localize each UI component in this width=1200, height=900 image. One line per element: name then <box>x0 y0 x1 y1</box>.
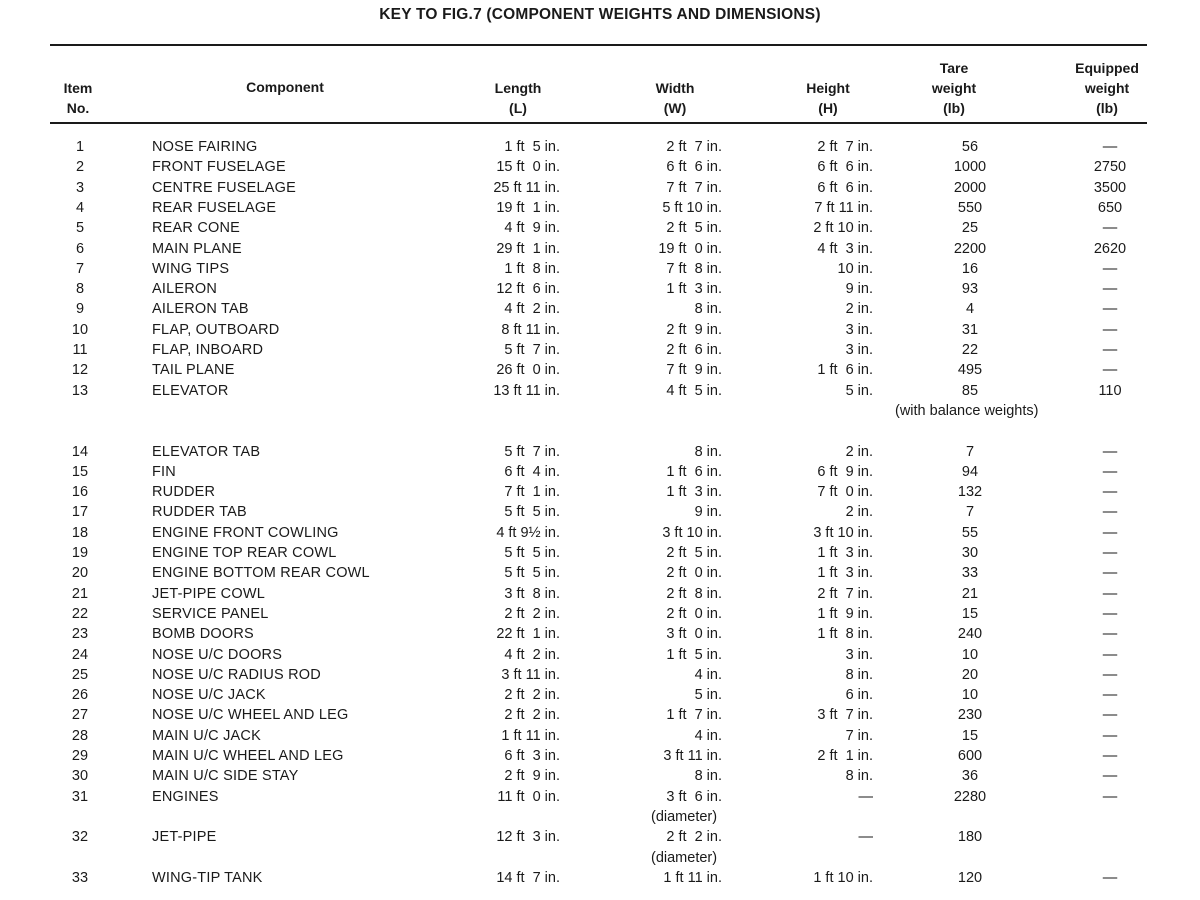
length-value: 5 ft 7 in. <box>504 342 560 358</box>
item-no: 2 <box>75 159 85 176</box>
header-tare-line-2: weight <box>931 80 977 96</box>
component-name: BOMB DOORS <box>152 626 254 643</box>
item-no: 7 <box>75 260 85 277</box>
width-value: 7 ft 8 in. <box>666 260 722 277</box>
table-row <box>0 726 1200 746</box>
item-no: 23 <box>71 626 89 643</box>
component-name: CENTRE FUSELAGE <box>152 179 296 196</box>
item-no: 31 <box>71 788 89 805</box>
tare-weight: 600 <box>957 748 983 764</box>
tare-weight: 2280 <box>953 788 987 805</box>
header-width <box>635 78 715 118</box>
item-no: 13 <box>71 382 89 399</box>
equipped-weight: 110 <box>1098 382 1122 399</box>
item-no: 30 <box>71 768 89 785</box>
height-value: 3 in. <box>845 646 873 663</box>
item-no: 16 <box>71 484 89 501</box>
tare-weight: 4 <box>965 301 975 318</box>
component-name: TAIL PLANE <box>152 362 235 379</box>
component-name: NOSE FAIRING <box>152 139 258 155</box>
length-value: 4 ft 2 in. <box>504 646 560 663</box>
table-row <box>0 137 1200 157</box>
equipped-weight: — <box>1102 565 1118 582</box>
component-name: WING TIPS <box>152 260 230 277</box>
height-value: 3 ft 7 in. <box>817 707 873 724</box>
table-row <box>0 523 1200 543</box>
tare-weight: 56 <box>961 139 979 155</box>
tare-weight: 22 <box>961 342 979 358</box>
length-value: 12 ft 6 in. <box>496 281 560 298</box>
length-value: 13 ft 11 in. <box>493 382 560 399</box>
equipped-weight: — <box>1102 301 1118 318</box>
item-no: 18 <box>71 524 89 541</box>
tare-weight: 16 <box>961 260 979 277</box>
equipped-weight: — <box>1102 626 1118 643</box>
header-length <box>478 78 558 118</box>
tare-weight: 230 <box>957 707 983 724</box>
length-value: 2 ft 2 in. <box>504 687 560 704</box>
width-value: 8 in. <box>694 301 722 318</box>
width-value: 4 in. <box>694 727 722 744</box>
equipped-weight: — <box>1102 260 1118 277</box>
header-tare-weight <box>914 58 994 118</box>
component-name: NOSE U/C DOORS <box>152 646 283 663</box>
length-value: 22 ft 1 in. <box>496 626 560 643</box>
row-note: (with balance weights) <box>895 402 1039 419</box>
table-row <box>0 198 1200 218</box>
table-row <box>0 279 1200 299</box>
height-value: 7 in. <box>845 727 873 744</box>
width-value: 2 ft 9 in. <box>666 321 722 338</box>
header-item-no <box>45 78 111 118</box>
equipped-weight: 3500 <box>1093 179 1127 196</box>
item-no: 27 <box>71 707 89 724</box>
equipped-weight: — <box>1102 646 1118 663</box>
width-value: 1 ft 5 in. <box>666 646 722 663</box>
length-value: 6 ft 3 in. <box>504 748 560 764</box>
table-row <box>0 259 1200 279</box>
component-name: WING-TIP TANK <box>152 869 263 886</box>
width-value: 2 ft 0 in. <box>666 565 722 582</box>
tare-weight: 15 <box>961 605 979 622</box>
table-row <box>0 543 1200 563</box>
equipped-weight: — <box>1102 605 1118 622</box>
width-value: 9 in. <box>694 504 722 521</box>
height-value: 1 ft 10 in. <box>813 869 873 886</box>
table-row <box>0 502 1200 522</box>
equipped-weight: — <box>1102 342 1118 358</box>
component-name: ENGINE FRONT COWLING <box>152 524 339 541</box>
tare-weight: 20 <box>961 666 979 683</box>
equipped-weight: — <box>1102 139 1118 155</box>
width-value: 2 ft 7 in. <box>666 139 722 155</box>
header-equipped-weight <box>1062 58 1152 118</box>
height-value: 1 ft 3 in. <box>817 565 873 582</box>
length-value: 7 ft 1 in. <box>504 484 560 501</box>
item-no: 22 <box>71 605 89 622</box>
tare-weight: 25 <box>961 220 979 237</box>
tare-weight: 31 <box>961 321 979 338</box>
length-value: 26 ft 0 in. <box>496 362 560 379</box>
component-name: ENGINE TOP REAR COWL <box>152 545 337 561</box>
item-no: 10 <box>71 321 89 338</box>
height-value: 6 ft 6 in. <box>817 159 873 176</box>
tare-weight: 180 <box>957 829 983 846</box>
height-value: 2 in. <box>845 301 873 318</box>
tare-weight: 21 <box>961 585 979 602</box>
equipped-weight: — <box>1102 585 1118 602</box>
width-value: 2 ft 6 in. <box>666 342 722 358</box>
header-height-line-1: Height <box>806 80 850 96</box>
item-no: 14 <box>71 443 89 460</box>
length-value: 3 ft 11 in. <box>501 666 560 683</box>
component-name: FRONT FUSELAGE <box>152 159 286 176</box>
width-value: 4 in. <box>694 666 722 683</box>
height-value: 6 in. <box>845 687 873 704</box>
width-value: 8 in. <box>694 443 722 460</box>
length-value: 29 ft 1 in. <box>496 240 560 257</box>
width-value: 1 ft 6 in. <box>666 463 722 480</box>
height-value: 4 ft 3 in. <box>817 240 873 257</box>
item-no: 26 <box>71 687 89 704</box>
component-name: MAIN PLANE <box>152 240 242 257</box>
table-row <box>0 482 1200 502</box>
table-row <box>0 766 1200 786</box>
table-row <box>0 665 1200 685</box>
length-value: 2 ft 2 in. <box>504 605 560 622</box>
height-value: — <box>858 788 873 805</box>
tare-weight: 2000 <box>953 179 987 196</box>
width-value: 2 ft 0 in. <box>666 605 722 622</box>
table-row <box>0 604 1200 624</box>
height-value: 7 ft 0 in. <box>817 484 873 501</box>
item-no: 1 <box>75 139 85 155</box>
component-name: NOSE U/C WHEEL AND LEG <box>152 707 349 724</box>
header-component <box>215 77 355 97</box>
equipped-weight: — <box>1102 666 1118 683</box>
component-name: MAIN U/C WHEEL AND LEG <box>152 748 344 764</box>
equipped-weight: — <box>1102 545 1118 561</box>
equipped-weight: — <box>1102 768 1118 785</box>
height-value: 6 ft 6 in. <box>817 179 873 196</box>
length-value: 15 ft 0 in. <box>496 159 560 176</box>
component-name: AILERON <box>152 281 218 298</box>
item-no: 33 <box>71 869 89 886</box>
component-name: ENGINES <box>152 788 219 805</box>
length-value: 1 ft 11 in. <box>501 727 560 744</box>
component-name: NOSE U/C RADIUS ROD <box>152 666 321 683</box>
height-value: 7 ft 11 in. <box>814 199 873 216</box>
component-name: RUDDER <box>152 484 216 501</box>
component-name: REAR FUSELAGE <box>152 199 277 216</box>
length-value: 1 ft 5 in. <box>504 139 560 155</box>
item-no: 21 <box>71 585 89 602</box>
width-value: 7 ft 7 in. <box>666 179 722 196</box>
length-value: 14 ft 7 in. <box>496 869 560 886</box>
component-name: FLAP, OUTBOARD <box>152 321 280 338</box>
width-value: 19 ft 0 in. <box>658 240 722 257</box>
length-value: 11 ft 0 in. <box>497 788 560 805</box>
width-value: 2 ft 5 in. <box>666 545 722 561</box>
header-equipped-line-1: Equipped <box>1075 60 1139 76</box>
header-height-line-2: (H) <box>818 100 838 116</box>
tare-weight: 93 <box>961 281 979 298</box>
item-no: 19 <box>71 545 89 561</box>
width-value: 4 ft 5 in. <box>666 382 722 399</box>
item-no: 15 <box>71 463 89 480</box>
height-value: 8 in. <box>845 768 873 785</box>
table-row <box>0 563 1200 583</box>
width-value: 1 ft 7 in. <box>666 707 722 724</box>
table-row <box>0 442 1200 462</box>
item-no: 3 <box>75 179 85 196</box>
length-value: 25 ft 11 in. <box>493 179 560 196</box>
height-value: 2 in. <box>845 504 873 521</box>
height-value: 3 ft 10 in. <box>813 524 873 541</box>
width-value: 3 ft 10 in. <box>662 524 722 541</box>
height-value: 5 in. <box>845 382 873 399</box>
tare-weight: 55 <box>961 524 979 541</box>
width-value: 7 ft 9 in. <box>666 362 722 379</box>
tare-weight: 15 <box>961 727 979 744</box>
length-value: 5 ft 5 in. <box>504 565 560 582</box>
width-value: 2 ft 2 in. <box>666 829 722 846</box>
table-row <box>0 340 1200 360</box>
table-row <box>0 218 1200 238</box>
width-value: 8 in. <box>694 768 722 785</box>
height-value: 1 ft 3 in. <box>817 545 873 561</box>
table-row <box>0 787 1200 807</box>
component-name: MAIN U/C SIDE STAY <box>152 768 299 785</box>
length-value: 5 ft 5 in. <box>504 504 560 521</box>
length-value: 1 ft 8 in. <box>504 260 560 277</box>
table-row <box>0 746 1200 766</box>
item-no: 24 <box>71 646 89 663</box>
table-row <box>0 705 1200 725</box>
equipped-weight: — <box>1102 463 1118 480</box>
table-row <box>0 381 1200 401</box>
length-value: 3 ft 8 in. <box>504 585 560 602</box>
length-value: 19 ft 1 in. <box>496 199 560 216</box>
table-row <box>0 624 1200 644</box>
item-no: 6 <box>75 240 85 257</box>
header-equipped-line-2: weight <box>1084 80 1130 96</box>
item-no: 12 <box>71 362 89 379</box>
item-no: 9 <box>75 301 85 318</box>
length-value: 5 ft 5 in. <box>504 545 560 561</box>
tare-weight: 30 <box>961 545 979 561</box>
tare-weight: 85 <box>961 382 979 399</box>
tare-weight: 36 <box>961 768 979 785</box>
equipped-weight: — <box>1102 869 1118 886</box>
table-row <box>0 299 1200 319</box>
header-equipped-line-3: (lb) <box>1096 100 1118 116</box>
header-item-line-1: Item <box>63 80 93 96</box>
width-value: 6 ft 6 in. <box>666 159 722 176</box>
height-value: — <box>858 829 873 846</box>
item-no: 4 <box>75 199 85 216</box>
table-row <box>0 360 1200 380</box>
equipped-weight: — <box>1102 788 1118 805</box>
width-note: (diameter) <box>651 808 718 825</box>
height-value: 1 ft 9 in. <box>817 605 873 622</box>
height-value: 2 in. <box>845 443 873 460</box>
width-value: 3 ft 11 in. <box>663 748 722 764</box>
component-name: AILERON TAB <box>152 301 249 318</box>
item-no: 29 <box>71 748 89 764</box>
component-name: SERVICE PANEL <box>152 605 269 622</box>
header-length-line-2: (L) <box>509 100 527 116</box>
tare-weight: 120 <box>957 869 983 886</box>
item-no: 8 <box>75 281 85 298</box>
height-value: 3 in. <box>845 321 873 338</box>
header-width-line-1: Width <box>655 80 695 96</box>
width-value: 5 ft 10 in. <box>662 199 722 216</box>
item-no: 25 <box>71 666 89 683</box>
height-value: 10 in. <box>837 260 873 277</box>
header-height <box>788 78 868 118</box>
top-rule <box>50 44 1147 46</box>
width-note: (diameter) <box>651 849 718 866</box>
tare-weight: 495 <box>957 362 983 379</box>
header-component-line-1: Component <box>246 79 324 95</box>
equipped-weight: — <box>1102 687 1118 704</box>
table-row <box>0 645 1200 665</box>
tare-weight: 10 <box>961 687 979 704</box>
equipped-weight: 2750 <box>1093 159 1127 176</box>
tare-weight: 33 <box>961 565 979 582</box>
item-no: 5 <box>75 220 85 237</box>
height-value: 9 in. <box>845 281 873 298</box>
table-row <box>0 239 1200 259</box>
height-value: 2 ft 7 in. <box>817 585 873 602</box>
table-row <box>0 157 1200 177</box>
length-value: 4 ft 9½ in. <box>496 524 560 541</box>
length-value: 4 ft 9 in. <box>504 220 560 237</box>
equipped-weight: — <box>1102 727 1118 744</box>
table-row <box>0 462 1200 482</box>
header-tare-line-3: (lb) <box>943 100 965 116</box>
equipped-weight: — <box>1102 707 1118 724</box>
equipped-weight: 2620 <box>1093 240 1127 257</box>
width-value: 5 in. <box>694 687 722 704</box>
equipped-weight: — <box>1102 504 1118 521</box>
table-row <box>0 868 1200 888</box>
table-row <box>0 685 1200 705</box>
tare-weight: 550 <box>957 199 983 216</box>
tare-weight: 10 <box>961 646 979 663</box>
width-value: 2 ft 8 in. <box>666 585 722 602</box>
component-name: FIN <box>152 463 176 480</box>
equipped-weight: — <box>1102 748 1118 764</box>
length-value: 2 ft 9 in. <box>504 768 560 785</box>
height-value: 2 ft 7 in. <box>817 139 873 155</box>
component-name: RUDDER TAB <box>152 504 247 521</box>
equipped-weight: — <box>1102 484 1118 501</box>
height-value: 1 ft 6 in. <box>817 362 873 379</box>
equipped-weight: 650 <box>1097 199 1123 216</box>
equipped-weight: — <box>1102 362 1118 379</box>
item-no: 32 <box>71 829 89 846</box>
equipped-weight: — <box>1102 281 1118 298</box>
header-rule <box>50 122 1147 124</box>
component-name: NOSE U/C JACK <box>152 687 266 704</box>
tare-weight: 132 <box>957 484 983 501</box>
tare-weight: 1000 <box>953 159 987 176</box>
component-name: ELEVATOR TAB <box>152 443 261 460</box>
length-value: 5 ft 7 in. <box>504 443 560 460</box>
table-row <box>0 178 1200 198</box>
width-value: 1 ft 11 in. <box>663 869 722 886</box>
equipped-weight: — <box>1102 220 1118 237</box>
item-no: 20 <box>71 565 89 582</box>
header-width-line-2: (W) <box>663 100 687 116</box>
tare-weight: 7 <box>965 504 975 521</box>
width-value: 1 ft 3 in. <box>666 281 722 298</box>
length-value: 8 ft 11 in. <box>501 321 560 338</box>
height-value: 2 ft 10 in. <box>813 220 873 237</box>
width-value: 3 ft 6 in. <box>666 788 722 805</box>
component-name: FLAP, INBOARD <box>152 342 264 358</box>
equipped-weight: — <box>1102 321 1118 338</box>
header-item-line-2: No. <box>66 100 90 116</box>
height-value: 6 ft 9 in. <box>817 463 873 480</box>
component-name: ENGINE BOTTOM REAR COWL <box>152 565 370 582</box>
component-name: ELEVATOR <box>152 382 229 399</box>
height-value: 2 ft 1 in. <box>817 748 873 764</box>
item-no: 28 <box>71 727 89 744</box>
tare-weight: 94 <box>961 463 979 480</box>
header-length-line-1: Length <box>494 80 542 96</box>
header-tare-line-1: Tare <box>939 60 969 76</box>
component-name: REAR CONE <box>152 220 241 237</box>
height-value: 1 ft 8 in. <box>817 626 873 643</box>
height-value: 3 in. <box>845 342 873 358</box>
document-title: KEY TO FIG.7 (COMPONENT WEIGHTS AND DIMENSIONS) <box>379 6 821 23</box>
width-value: 2 ft 5 in. <box>666 220 722 237</box>
item-no: 11 <box>72 342 88 358</box>
length-value: 2 ft 2 in. <box>504 707 560 724</box>
length-value: 4 ft 2 in. <box>504 301 560 318</box>
length-value: 6 ft 4 in. <box>504 463 560 480</box>
component-name: MAIN U/C JACK <box>152 727 261 744</box>
tare-weight: 240 <box>957 626 983 643</box>
table-row <box>0 827 1200 847</box>
tare-weight: 7 <box>965 443 975 460</box>
equipped-weight: — <box>1102 443 1118 460</box>
component-name: JET-PIPE <box>152 829 217 846</box>
tare-weight: 2200 <box>953 240 987 257</box>
height-value: 8 in. <box>845 666 873 683</box>
width-value: 3 ft 0 in. <box>666 626 722 643</box>
width-value: 1 ft 3 in. <box>666 484 722 501</box>
equipped-weight: — <box>1102 524 1118 541</box>
table-row <box>0 584 1200 604</box>
length-value: 12 ft 3 in. <box>496 829 560 846</box>
item-no: 17 <box>71 504 89 521</box>
table-row <box>0 320 1200 340</box>
component-name: JET-PIPE COWL <box>152 585 265 602</box>
